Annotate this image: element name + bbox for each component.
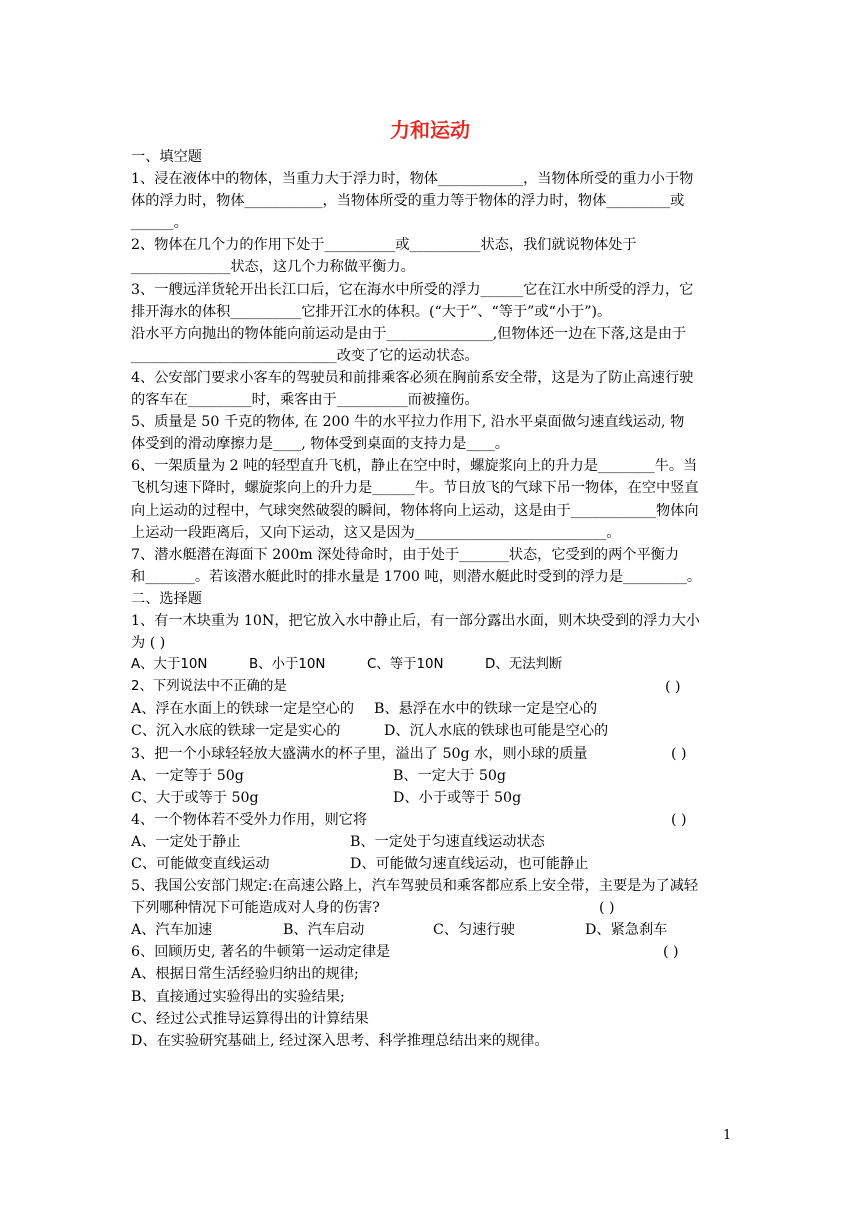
answer-paren: ( ) (671, 811, 687, 828)
option-b: B、一定处于匀速直线运动状态 (350, 833, 545, 850)
question-3-stem-row (131, 743, 733, 765)
question-4-stem: 4、一个物体若不受外力作用，则它将 (131, 811, 368, 828)
question-1-options (131, 654, 733, 676)
fill-line: 的客车在_________时，乘客由于__________而被撞伤。 (131, 392, 479, 409)
question-2-stem: 2、下列说法中不正确的是 (131, 679, 287, 695)
option-a: A、一定等于 50g (131, 767, 244, 784)
question-5-stem-cont: 下列哪种情况下可能造成对人身的伤害? (131, 900, 380, 917)
page-number: 1 (723, 1128, 732, 1143)
question-4-options-row1 (131, 831, 733, 853)
fill-line: 2、物体在几个力的作用下处于__________或__________状态，我们就说物体处于 (131, 237, 637, 254)
fill-line: 3、一艘远洋货轮开出长江口后，它在海水中所受的浮力______它在江水中所受的浮力，它 (131, 281, 694, 298)
option-b: B、直接通过实验得出的实验结果; (131, 988, 345, 1005)
option-c: C、等于10N (367, 657, 444, 673)
fill-line: 4、公安部门要求小客车的驾驶员和前排乘客必须在胸前系安全带，这是为了防止高速行驶 (131, 369, 694, 386)
fill-line: 体受到的滑动摩擦力是____, 物体受到桌面的支持力是____。 (131, 436, 509, 453)
option-b: B、汽车启动 (283, 922, 365, 939)
answer-paren: ( ) (671, 745, 687, 762)
question-5-options (131, 919, 733, 941)
answer-paren: ( ) (665, 679, 681, 696)
question-4-stem-row (131, 809, 733, 831)
option-c: C、匀速行驶 (433, 922, 515, 939)
answer-paren: ( ) (599, 900, 615, 917)
fill-line: 和_______。若该潜水艇此时的排水量是 1700 吨，则潜水艇此时受到的浮力是_________。 (131, 568, 702, 585)
fill-line: 体的浮力时，物体___________，当物体所受的重力等于物体的浮力时，物体_________或 (131, 193, 685, 210)
option-c: C、可能做变直线运动 (131, 856, 270, 872)
fill-line: 飞机匀速下降时，螺旋浆向上的升力是______牛。节日放飞的气球下吊一物体，在空中竖直 (131, 480, 699, 497)
question-1-stem-cont: 为 ( ) (131, 635, 166, 652)
page-title: 力和运动 (390, 118, 470, 142)
question-2-stem-row (131, 676, 733, 698)
fill-line: 排开海水的体积__________它排开江水的体积。(“大于”、“等于”或“小于”)。 (131, 303, 612, 320)
option-d: D、沉人水底的铁球也可能是空心的 (384, 723, 609, 740)
option-a: A、大于10N (131, 657, 208, 673)
option-c: C、经过公式推导运算得出的计算结果 (131, 1010, 369, 1027)
option-a: A、一定处于静止 (131, 833, 241, 850)
option-d: D、小于或等于 50g (393, 789, 522, 806)
fill-line: ______。 (131, 215, 188, 232)
option-d: D、紧急刹车 (585, 922, 668, 939)
option-c: C、大于或等于 50g (131, 789, 259, 806)
question-6-stem: 6、回顾历史, 著名的牛顿第一运动定律是 (131, 944, 391, 961)
content (131, 146, 733, 1052)
question-3-options-row2 (131, 787, 733, 809)
fill-line: _____________________________改变了它的运动状态。 (131, 347, 479, 364)
fill-line: ______________状态，这几个力称做平衡力。 (131, 259, 415, 276)
fill-line: 沿水平方向抛出的物体能向前运动是由于_______________,但物体还一边在下落,这是由于 (131, 325, 687, 342)
section-heading-choice: 二、选择题 (131, 590, 202, 607)
fill-line: 7、潜水艇潜在海面下 200m 深处待命时，由于处于_______状态，它受到的两个平衡力 (131, 546, 680, 563)
option-b: B、一定大于 50g (393, 767, 507, 784)
option-b: B、悬浮在水中的铁球一定是空心的 (374, 701, 598, 718)
section-heading-fill-blank: 一、填空题 (131, 149, 202, 165)
question-3-options-row1 (131, 765, 733, 787)
fill-line: 1、浸在液体中的物体，当重力大于浮力时，物体____________，当物体所受的重力小于物 (131, 171, 694, 188)
fill-line: 6、一架质量为 2 吨的轻型直升飞机，静止在空中时，螺旋浆向上的升力是________牛。当 (131, 458, 698, 475)
question-3-stem: 3、把一个小球轻轻放大盛满水的杯子里，溢出了 50g 水，则小球的质量 (131, 745, 588, 762)
question-5-stem: 5、我国公安部门规定:在高速公路上，汽车驾驶员和乘客都应系上安全带，主要是为了减轻 (131, 878, 699, 895)
question-1-stem: 1、有一木块重为 10N，把它放入水中静止后，有一部分露出水面，则木块受到的浮力大小 (131, 612, 700, 629)
answer-paren: ( ) (663, 944, 679, 961)
option-d: D、在实验研究基础上, 经过深入思考、科学推理总结出来的规律。 (131, 1032, 549, 1049)
option-a: A、浮在水面上的铁球一定是空心的 (131, 701, 355, 718)
question-5-stem-row (131, 897, 733, 919)
option-c: C、沉入水底的铁球一定是实心的 (131, 723, 341, 740)
option-b: B、小于10N (249, 657, 326, 673)
fill-line: 向上运动的过程中，气球突然破裂的瞬间，物体将向上运动，这是由于____________物体向 (131, 502, 699, 519)
option-d: D、无法判断 (485, 657, 563, 673)
fill-line: 5、质量是 50 千克的物体, 在 200 牛的水平拉力作用下, 沿水平桌面做匀速直线运动, 物 (131, 414, 685, 431)
question-2-options-row1 (131, 698, 733, 720)
option-a: A、根据日常生活经验归纳出的规律; (131, 966, 359, 983)
option-a: A、汽车加速 (131, 922, 213, 939)
fill-line: 上运动一段距离后，又向下运动，这又是因为___________________________。 (131, 524, 621, 541)
option-d: D、可能做匀速直线运动，也可能静止 (350, 856, 589, 872)
question-4-options-row2 (131, 853, 733, 875)
question-6-stem-row (131, 941, 733, 963)
question-2-options-row2 (131, 720, 733, 742)
